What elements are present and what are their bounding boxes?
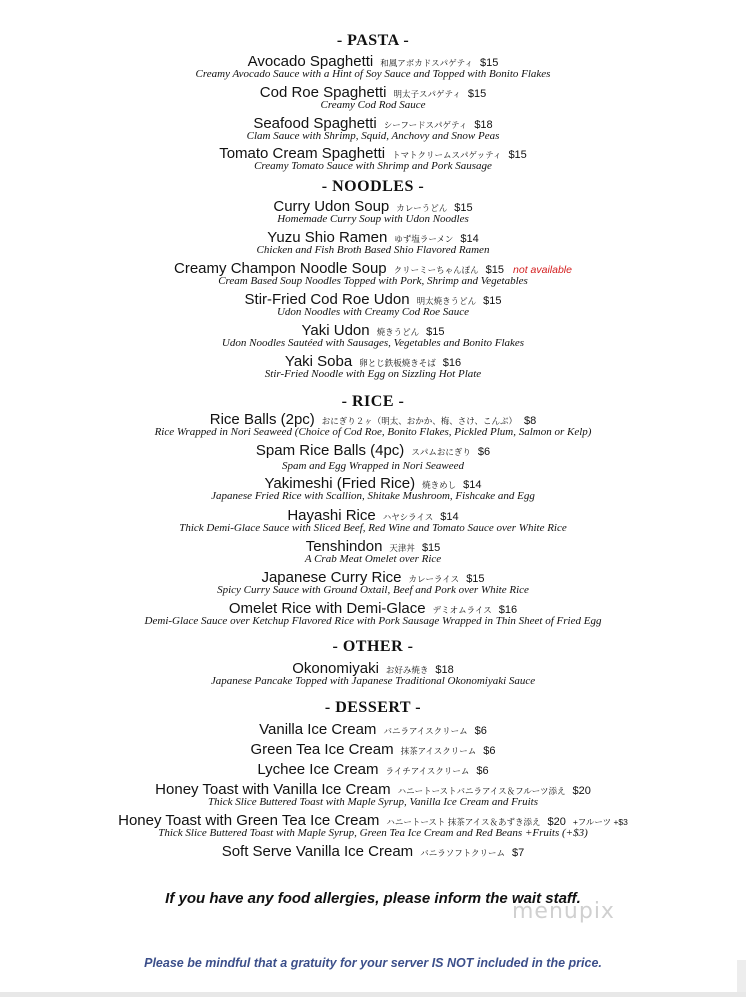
item-japanese-name: ゆず塩ラーメン	[394, 234, 454, 244]
section-heading: - RICE -	[341, 393, 405, 410]
item-price: $18	[474, 119, 493, 131]
item-name: Curry Udon Soup	[273, 198, 390, 215]
item-price: $15	[483, 295, 502, 307]
item-description: Udon Noodles with Creamy Cod Roe Sauce	[276, 306, 470, 318]
item-price: $6	[474, 725, 487, 737]
item-description: Homemade Curry Soup with Udon Noodles	[277, 213, 469, 225]
menu-item	[0, 843, 746, 862]
allergy-notice: If you have any food allergies, please inform the wait staff.	[165, 890, 581, 907]
item-name: Tomato Cream Spaghetti	[219, 145, 386, 162]
item-name: Omelet Rice with Demi-Glace	[228, 600, 426, 617]
item-price: $6	[477, 446, 491, 458]
item-price: $14	[460, 233, 479, 245]
item-name: Lychee Ice Cream	[257, 761, 379, 778]
item-japanese-name: ライチアイスクリーム	[385, 766, 470, 776]
item-addon: +フルーツ +$3	[572, 817, 628, 827]
item-price: $15	[480, 57, 499, 69]
item-japanese-name: デミオムライス	[432, 605, 492, 615]
item-price: $20	[572, 785, 591, 797]
item-name: Honey Toast with Vanilla Ice Cream	[155, 781, 391, 798]
item-name: Hayashi Rice	[287, 507, 376, 524]
menu-item	[0, 761, 746, 780]
item-name: Yuzu Shio Ramen	[267, 229, 388, 246]
item-name: Stir-Fried Cod Roe Udon	[244, 291, 410, 308]
watermark-logo: menupix	[512, 899, 615, 924]
item-description: Demi-Glace Sauce over Ketchup Flavored Rice with Pork Sausage Wrapped in Thin Sheet of Fried Egg	[144, 615, 602, 627]
item-price: $7	[512, 847, 525, 859]
item-price: $14	[463, 479, 482, 491]
item-japanese-name: 和風アボカドスパゲティ	[380, 58, 474, 68]
item-name: Spam Rice Balls (4pc)	[255, 442, 405, 459]
item-price: $8	[523, 415, 537, 427]
availability-note: not available	[513, 264, 572, 276]
item-japanese-name: 焼きめし	[422, 480, 457, 490]
item-description: Creamy Avocado Sauce with a Hint of Soy Sauce and Topped with Bonito Flakes	[195, 68, 551, 80]
item-description: Clam Sauce with Shrimp, Squid, Anchovy and Snow Peas	[246, 130, 500, 142]
section-heading: - NOODLES -	[321, 178, 425, 195]
item-japanese-name: ハニートースト 抹茶アイス＆あずき添え	[386, 817, 541, 827]
item-japanese-name: ハニートーストバニラアイス＆フルーツ添え	[397, 786, 566, 796]
item-japanese-name: 抹茶アイスクリーム	[400, 746, 477, 756]
item-japanese-name: 焼きうどん	[376, 327, 420, 337]
item-name: Cod Roe Spaghetti	[259, 84, 387, 101]
item-price: $18	[435, 664, 454, 676]
section-heading: - OTHER -	[332, 638, 414, 655]
item-japanese-name: スパムおにぎり	[411, 447, 471, 457]
item-name: Rice Balls (2pc)	[209, 411, 315, 428]
item-description: Thick Demi-Glace Sauce with Sliced Beef, Red Wine and Tomato Sauce over White Rice	[179, 522, 567, 534]
item-description: Rice Wrapped in Nori Seaweed (Choice of Cod Roe, Bonito Flakes, Pickled Plum, Salmon or Kelp)	[154, 426, 592, 438]
item-name: Yakimeshi (Fried Rice)	[264, 475, 416, 492]
item-description: Chicken and Fish Broth Based Shio Flavored Ramen	[256, 244, 490, 256]
item-price: $15	[421, 542, 441, 554]
item-name: Vanilla Ice Cream	[259, 721, 377, 738]
item-name: Creamy Champon Noodle Soup	[174, 260, 387, 277]
page-bottom-edge	[0, 992, 746, 997]
section-heading: - DESSERT -	[324, 699, 422, 716]
item-japanese-name: カレーライス	[408, 574, 460, 584]
item-price: $16	[498, 604, 518, 616]
item-description: Cream Based Soup Noodles Topped with Pork, Shrimp and Vegetables	[218, 275, 528, 287]
item-price: $14	[440, 511, 459, 523]
item-price: $20	[547, 816, 566, 828]
page-corner-shadow	[737, 960, 746, 992]
item-description: A Crab Meat Omelet over Rice	[304, 553, 442, 565]
item-description: Creamy Cod Rod Sauce	[320, 99, 426, 111]
item-price: $15	[467, 88, 487, 100]
item-japanese-name: 天津丼	[389, 543, 415, 553]
item-japanese-name: お好み焼き	[385, 665, 429, 675]
item-name: Green Tea Ice Cream	[250, 741, 394, 758]
item-description: Japanese Pancake Topped with Japanese Traditional Okonomiyaki Sauce	[210, 675, 536, 687]
item-japanese-name: バニラソフトクリーム	[420, 848, 506, 858]
item-price: $6	[483, 745, 496, 757]
item-description: Udon Noodles Sautéed with Sausages, Vegetables and Bonito Flakes	[221, 337, 525, 349]
item-description: Stir-Fried Noodle with Egg on Sizzling Hot Plate	[264, 368, 482, 380]
item-japanese-name: シーフードスパゲティ	[383, 120, 468, 130]
item-japanese-name: おにぎり２ヶ（明太、おかか、梅、さけ、こんぶ）	[321, 416, 517, 426]
item-name: Seafood Spaghetti	[253, 115, 377, 132]
item-japanese-name: ハヤシライス	[382, 512, 434, 522]
item-japanese-name: クリーミーちゃんぽん	[393, 265, 479, 275]
item-price: $6	[476, 765, 489, 777]
item-japanese-name: 明太子スパゲティ	[393, 89, 461, 99]
menu-item	[0, 721, 746, 740]
item-price: $15	[454, 202, 473, 214]
item-description: Thick Slice Buttered Toast with Maple Syrup, Green Tea Ice Cream and Red Beans +Fruits (+$3)	[158, 827, 588, 839]
item-name: Soft Serve Vanilla Ice Cream	[221, 843, 414, 860]
item-japanese-name: バニラアイスクリーム	[383, 726, 468, 736]
item-japanese-name: カレーうどん	[396, 203, 448, 213]
gratuity-notice: Please be mindful that a gratuity for your server IS NOT included in the price.	[144, 956, 602, 970]
item-price: $15	[466, 573, 485, 585]
item-name: Honey Toast with Green Tea Ice Cream	[118, 812, 380, 829]
item-price: $15	[485, 264, 505, 276]
menu-item	[0, 741, 746, 760]
item-name: Avocado Spaghetti	[247, 53, 374, 70]
item-name: Yaki Udon	[301, 322, 370, 339]
item-japanese-name: 明太焼きうどん	[416, 296, 477, 306]
item-price: $15	[508, 149, 527, 161]
item-name: Tenshindon	[305, 538, 383, 555]
item-price: $16	[442, 357, 462, 369]
item-name: Okonomiyaki	[292, 660, 379, 677]
item-japanese-name: 卵とじ鉄板焼きそば	[359, 358, 436, 368]
item-description: Spam and Egg Wrapped in Nori Seaweed	[281, 460, 465, 472]
section-heading: - PASTA -	[336, 32, 410, 49]
item-japanese-name: トマトクリームスパゲッティ	[392, 150, 502, 160]
item-description: Thick Slice Buttered Toast with Maple Syrup, Vanilla Ice Cream and Fruits	[208, 796, 538, 808]
item-description: Creamy Tomato Sauce with Shrimp and Pork Sausage	[254, 160, 492, 172]
item-name: Japanese Curry Rice	[261, 569, 402, 586]
item-description: Japanese Fried Rice with Scallion, Shitake Mushroom, Fishcake and Egg	[211, 490, 535, 502]
item-name: Yaki Soba	[284, 353, 353, 370]
item-description: Spicy Curry Sauce with Ground Oxtail, Beef and Pork over White Rice	[217, 584, 529, 596]
item-price: $15	[426, 326, 445, 338]
